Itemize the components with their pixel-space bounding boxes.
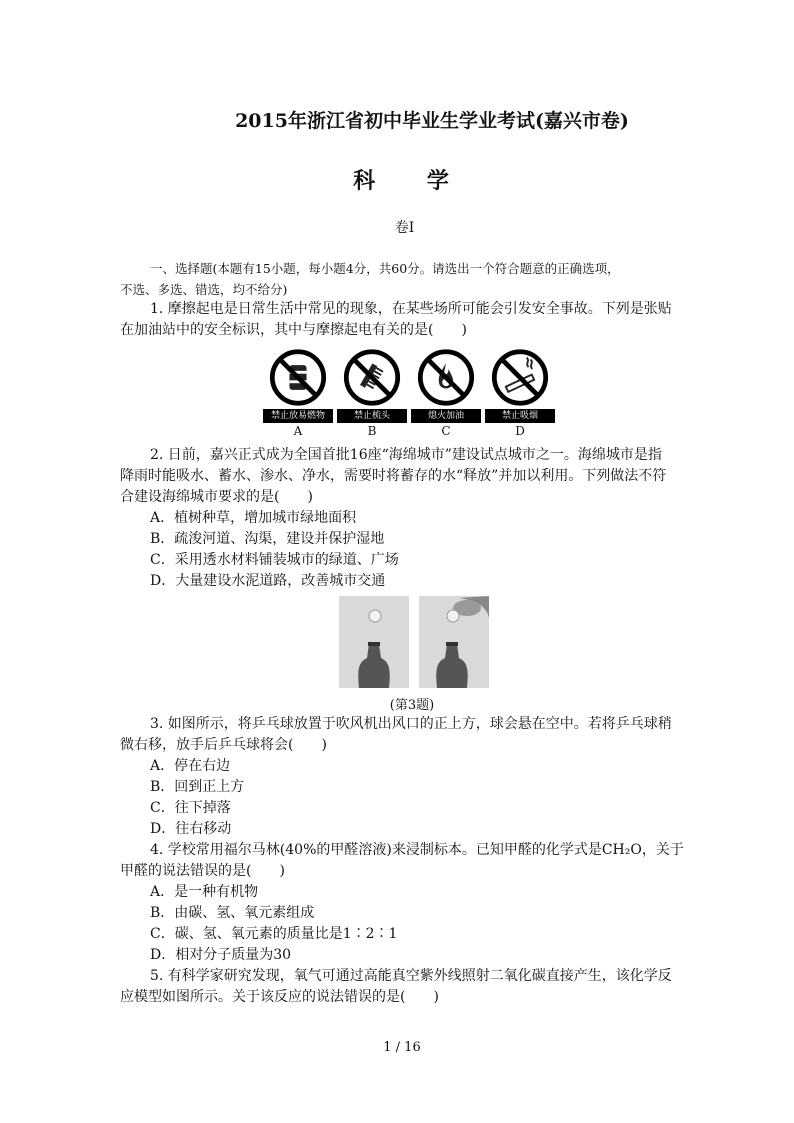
question-text: 应模型如图所示。关于该反应的说法错误的是( ) bbox=[120, 989, 439, 1005]
question-text: 2. 日前，嘉兴正式成为全国首批16座“海绵城市”建设试点城市之一。海绵城市是指 bbox=[150, 447, 662, 463]
question-text: 甲醛的说法错误的是( ) bbox=[120, 863, 285, 879]
section-label: 卷Ⅰ bbox=[394, 220, 415, 236]
sign-letter: C bbox=[441, 424, 451, 438]
question-text: 降雨时能吸水、蓄水、渗水、净水，需要时将蓄存的水“释放”并加以利用。下列做法不符 bbox=[120, 468, 667, 484]
sign-letter: D bbox=[515, 424, 525, 438]
option-a: A．是一种有机物 bbox=[150, 884, 259, 900]
sign-d bbox=[484, 348, 556, 438]
question-text: 微右移，放手后乒乓球将会( ) bbox=[120, 737, 327, 753]
comb-icon bbox=[341, 348, 403, 407]
option-a: A．植树种草，增加城市绿地面积 bbox=[150, 510, 357, 526]
cigarette-icon bbox=[489, 348, 551, 407]
question-text: 4. 学校常用福尔马林(40%的甲醛溶液)来浸制标本。已知甲醛的化学式是CH₂O，关于 bbox=[150, 842, 684, 858]
hairdryer-photo-right bbox=[419, 596, 489, 688]
sign-b bbox=[336, 348, 408, 438]
exam-title: 2015年浙江省初中毕业生学业考试(嘉兴市卷) bbox=[235, 110, 629, 132]
question-text: 5. 有科学家研究发现，氧气可通过高能真空紫外线照射二氧化碳直接产生，该化学反 bbox=[150, 968, 672, 984]
sign-a bbox=[262, 348, 334, 438]
question-text: 3. 如图所示，将乒乓球放置于吹风机出风口的正上方，球会悬在空中。若将乒乓球稍 bbox=[150, 716, 672, 732]
sign-plate: 禁止梳头 bbox=[337, 409, 407, 423]
option-b: B．回到正上方 bbox=[150, 779, 245, 795]
hairdryer-photo-left bbox=[339, 596, 409, 688]
page-number: 1 / 16 bbox=[383, 1040, 421, 1055]
option-c: C．采用透水材料铺装城市的绿道、广场 bbox=[150, 552, 399, 568]
sign-c bbox=[410, 348, 482, 438]
option-d: D．往右移动 bbox=[150, 821, 232, 837]
instructions-line: 不选、多选、错选，均不给分) bbox=[120, 282, 288, 297]
option-d: D．相对分子质量为30 bbox=[150, 947, 292, 963]
flame-icon bbox=[415, 348, 477, 407]
option-b: B．由碳、氢、氧元素组成 bbox=[150, 905, 315, 921]
option-d: D．大量建设水泥道路，改善城市交通 bbox=[150, 573, 386, 589]
q3-photos bbox=[339, 596, 489, 688]
option-b: B．疏浚河道、沟渠，建设并保护湿地 bbox=[150, 531, 385, 547]
figure-caption: (第3题) bbox=[389, 698, 435, 713]
instructions-line: 一、选择题(本题有15小题，每小题4分，共60分。请选出一个符合题意的正确选项， bbox=[150, 261, 620, 276]
option-c: C．碳、氢、氧元素的质量比是1∶2∶1 bbox=[150, 926, 398, 942]
sign-letter: A bbox=[293, 424, 303, 438]
barrel-icon bbox=[267, 348, 329, 407]
question-text: 1. 摩擦起电是日常生活中常见的现象，在某些场所可能会引发安全事故。下列是张贴 bbox=[150, 301, 672, 317]
option-c: C．往下掉落 bbox=[150, 800, 231, 816]
safety-signs bbox=[262, 348, 562, 438]
option-a: A．停在右边 bbox=[150, 758, 231, 774]
sign-letter: B bbox=[367, 424, 377, 438]
sign-plate: 禁止放易燃物 bbox=[263, 409, 333, 423]
subject-title: 科 学 bbox=[353, 168, 471, 194]
question-text: 在加油站中的安全标识，其中与摩擦起电有关的是( ) bbox=[120, 322, 467, 338]
question-text: 合建设海绵城市要求的是( ) bbox=[120, 489, 313, 505]
sign-plate: 熄火加油 bbox=[411, 409, 481, 423]
sign-plate: 禁止吸烟 bbox=[485, 409, 555, 423]
